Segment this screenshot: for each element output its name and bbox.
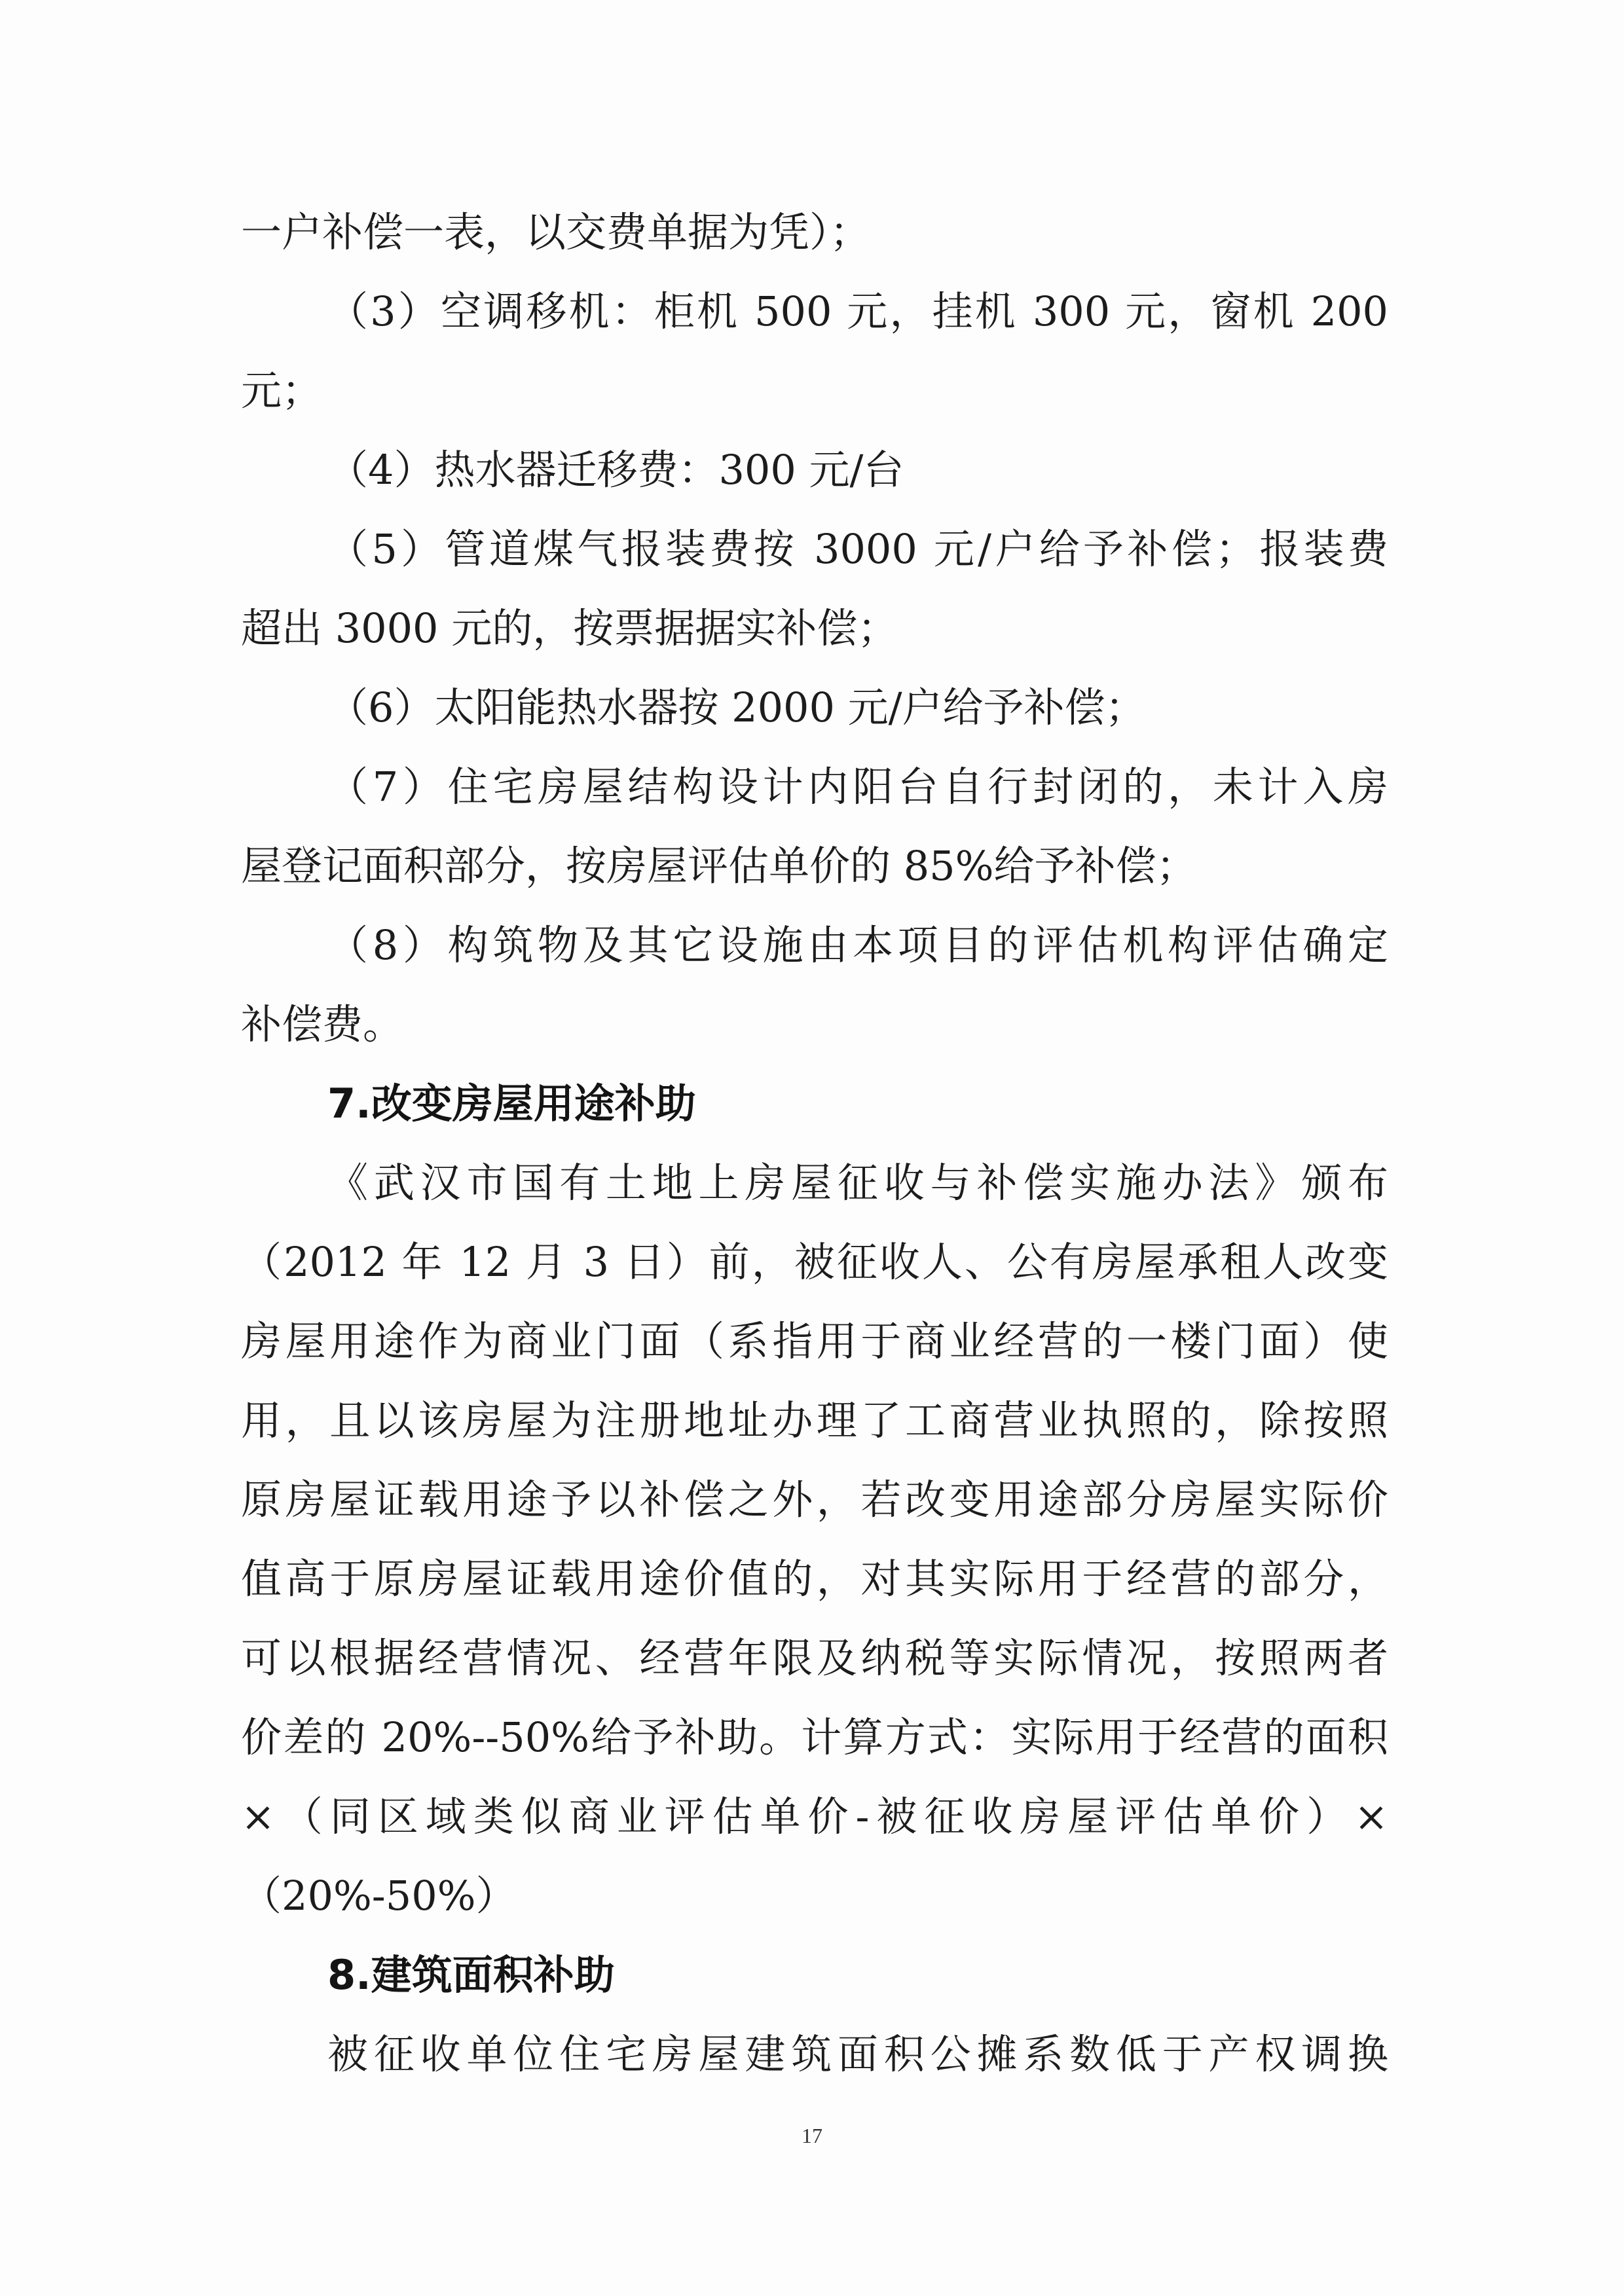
paragraph-line: 《武汉市国有土地上房屋征收与补偿实施办法》颁布: [327, 1159, 1388, 1207]
text-line: 元；: [241, 367, 323, 414]
paragraph-line: 房屋用途作为商业门面（系指用于商业经营的一楼门面）使: [241, 1317, 1388, 1365]
page-number: 17: [802, 2124, 822, 2147]
list-item-8: （8）构筑物及其它设施由本项目的评估机构评估确定: [327, 921, 1388, 969]
paragraph-line: 原房屋证载用途予以补偿之外，若改变用途部分房屋实际价: [241, 1476, 1388, 1523]
paragraph-line: 可以根据经营情况、经营年限及纳税等实际情况，按照两者: [241, 1634, 1388, 1682]
paragraph-line: （20%-50%）: [241, 1872, 517, 1920]
section-heading-7: 7.改变房屋用途补助: [327, 1080, 696, 1127]
paragraph-line: 价差的 20%--50%给予补助。计算方式：实际用于经营的面积: [241, 1713, 1388, 1761]
paragraph-line: 被征收单位住宅房屋建筑面积公摊系数低于产权调换: [327, 2030, 1388, 2078]
text-line: 屋登记面积部分，按房屋评估单价的 85%给予补偿；: [241, 842, 1197, 890]
list-item-7: （7）住宅房屋结构设计内阳台自行封闭的，未计入房: [327, 763, 1388, 811]
text-line: 超出 3000 元的，按票据据实补偿；: [241, 604, 898, 652]
text-line: 一户补偿一表，以交费单据为凭）；: [241, 208, 871, 256]
list-item-4: （4）热水器迁移费：300 元/台: [327, 446, 904, 494]
text-line: 补偿费。: [241, 1000, 404, 1048]
list-item-6: （6）太阳能热水器按 2000 元/户给予补偿；: [327, 683, 1146, 731]
section-heading-8: 8.建筑面积补助: [327, 1951, 615, 1999]
paragraph-line: 值高于原房屋证载用途价值的，对其实际用于经营的部分，: [241, 1555, 1388, 1603]
paragraph-line: 用，且以该房屋为注册地址办理了工商营业执照的，除按照: [241, 1396, 1388, 1444]
paragraph-line: （2012 年 12 月 3 日）前，被征收人、公有房屋承租人改变: [241, 1238, 1388, 1286]
paragraph-line: ×（同区域类似商业评估单价-被征收房屋评估单价）×: [241, 1793, 1388, 1840]
list-item-5: （5）管道煤气报装费按 3000 元/户给予补偿；报装费: [327, 525, 1388, 573]
list-item-3: （3）空调移机：柜机 500 元，挂机 300 元，窗机 200: [327, 287, 1388, 335]
